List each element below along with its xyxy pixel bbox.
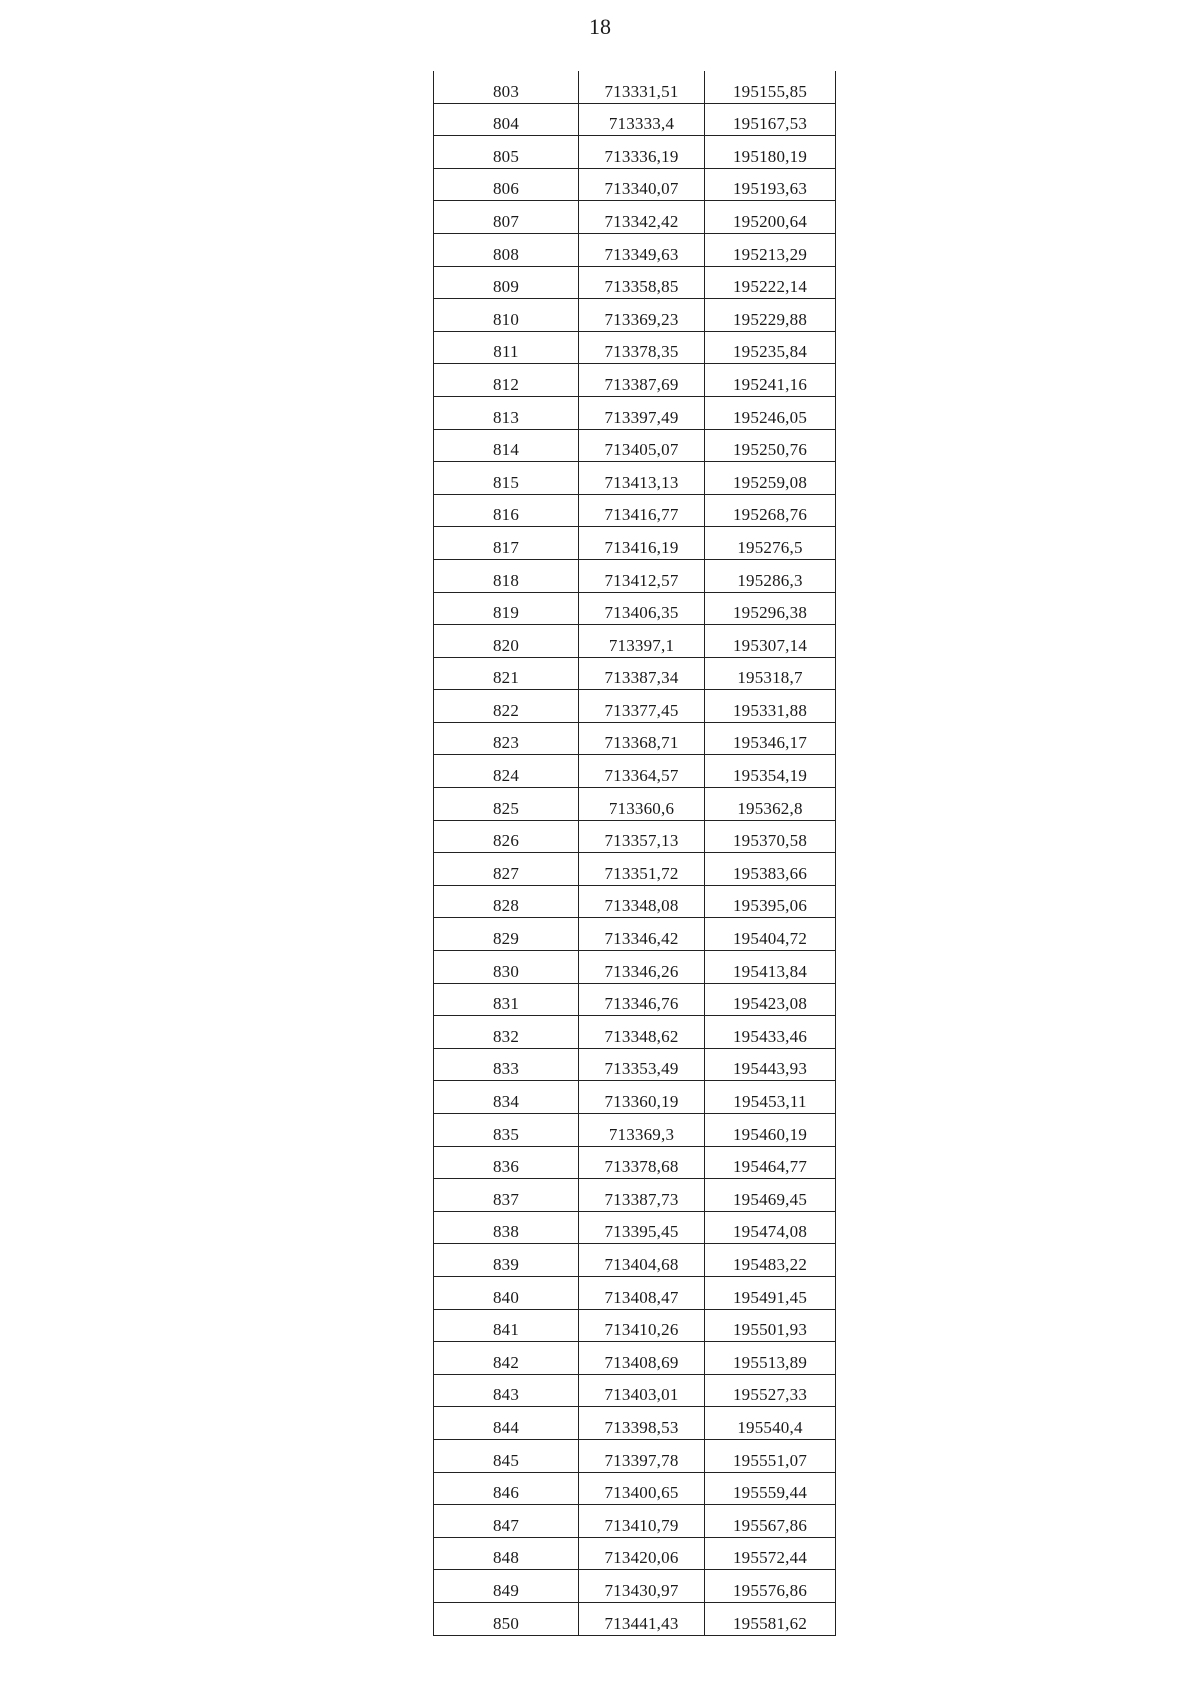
x-coordinate-cell: 713349,63 [579, 233, 705, 266]
y-coordinate-cell: 195383,66 [705, 853, 836, 886]
point-number-cell: 847 [434, 1505, 579, 1538]
x-coordinate-cell: 713406,35 [579, 592, 705, 625]
table-row [434, 722, 836, 755]
x-coordinate-cell: 713397,49 [579, 396, 705, 429]
x-coordinate-cell: 713441,43 [579, 1602, 705, 1635]
point-number-cell: 807 [434, 201, 579, 234]
table-row [434, 690, 836, 723]
table-row [434, 1309, 836, 1342]
table-row [434, 592, 836, 625]
point-number-cell: 831 [434, 983, 579, 1016]
y-coordinate-cell: 195193,63 [705, 168, 836, 201]
point-number-cell: 811 [434, 331, 579, 364]
y-coordinate-cell: 195581,62 [705, 1602, 836, 1635]
table-row [434, 1244, 836, 1277]
y-coordinate-cell: 195483,22 [705, 1244, 836, 1277]
x-coordinate-cell: 713331,51 [579, 71, 705, 103]
point-number-cell: 835 [434, 1114, 579, 1147]
y-coordinate-cell: 195354,19 [705, 755, 836, 788]
point-number-cell: 845 [434, 1439, 579, 1472]
y-coordinate-cell: 195229,88 [705, 299, 836, 332]
table-row [434, 657, 836, 690]
point-number-cell: 848 [434, 1537, 579, 1570]
table-row [434, 1276, 836, 1309]
table-row [434, 559, 836, 592]
point-number-cell: 839 [434, 1244, 579, 1277]
y-coordinate-cell: 195501,93 [705, 1309, 836, 1342]
table-row [434, 1537, 836, 1570]
table-row [434, 1602, 836, 1635]
y-coordinate-cell: 195469,45 [705, 1179, 836, 1212]
x-coordinate-cell: 713387,34 [579, 657, 705, 690]
point-number-cell: 840 [434, 1276, 579, 1309]
y-coordinate-cell: 195246,05 [705, 396, 836, 429]
point-number-cell: 843 [434, 1374, 579, 1407]
x-coordinate-cell: 713378,35 [579, 331, 705, 364]
x-coordinate-cell: 713346,76 [579, 983, 705, 1016]
x-coordinate-cell: 713413,13 [579, 462, 705, 495]
x-coordinate-cell: 713351,72 [579, 853, 705, 886]
point-number-cell: 809 [434, 266, 579, 299]
x-coordinate-cell: 713408,69 [579, 1342, 705, 1375]
table-row [434, 71, 836, 103]
table-row [434, 233, 836, 266]
y-coordinate-cell: 195200,64 [705, 201, 836, 234]
table-row [434, 201, 836, 234]
x-coordinate-cell: 713430,97 [579, 1570, 705, 1603]
x-coordinate-cell: 713348,08 [579, 885, 705, 918]
y-coordinate-cell: 195296,38 [705, 592, 836, 625]
table-row [434, 951, 836, 984]
point-number-cell: 828 [434, 885, 579, 918]
point-number-cell: 836 [434, 1146, 579, 1179]
y-coordinate-cell: 195413,84 [705, 951, 836, 984]
y-coordinate-cell: 195464,77 [705, 1146, 836, 1179]
x-coordinate-cell: 713333,4 [579, 103, 705, 136]
point-number-cell: 841 [434, 1309, 579, 1342]
table-row [434, 1374, 836, 1407]
point-number-cell: 805 [434, 136, 579, 169]
point-number-cell: 833 [434, 1048, 579, 1081]
coordinates-table [433, 71, 836, 1636]
x-coordinate-cell: 713404,68 [579, 1244, 705, 1277]
x-coordinate-cell: 713346,26 [579, 951, 705, 984]
table-row [434, 983, 836, 1016]
x-coordinate-cell: 713364,57 [579, 755, 705, 788]
table-row [434, 331, 836, 364]
x-coordinate-cell: 713416,19 [579, 527, 705, 560]
table-row [434, 1407, 836, 1440]
x-coordinate-cell: 713387,73 [579, 1179, 705, 1212]
y-coordinate-cell: 195423,08 [705, 983, 836, 1016]
point-number-cell: 837 [434, 1179, 579, 1212]
table-row [434, 1439, 836, 1472]
point-number-cell: 823 [434, 722, 579, 755]
y-coordinate-cell: 195540,4 [705, 1407, 836, 1440]
x-coordinate-cell: 713420,06 [579, 1537, 705, 1570]
x-coordinate-cell: 713368,71 [579, 722, 705, 755]
table-row [434, 1048, 836, 1081]
point-number-cell: 830 [434, 951, 579, 984]
table-row [434, 103, 836, 136]
point-number-cell: 846 [434, 1472, 579, 1505]
x-coordinate-cell: 713353,49 [579, 1048, 705, 1081]
x-coordinate-cell: 713405,07 [579, 429, 705, 462]
x-coordinate-cell: 713342,42 [579, 201, 705, 234]
y-coordinate-cell: 195559,44 [705, 1472, 836, 1505]
point-number-cell: 819 [434, 592, 579, 625]
point-number-cell: 834 [434, 1081, 579, 1114]
table-row [434, 429, 836, 462]
x-coordinate-cell: 713410,26 [579, 1309, 705, 1342]
y-coordinate-cell: 195567,86 [705, 1505, 836, 1538]
x-coordinate-cell: 713410,79 [579, 1505, 705, 1538]
table-row [434, 1081, 836, 1114]
table-row [434, 820, 836, 853]
point-number-cell: 810 [434, 299, 579, 332]
x-coordinate-cell: 713346,42 [579, 918, 705, 951]
x-coordinate-cell: 713357,13 [579, 820, 705, 853]
y-coordinate-cell: 195572,44 [705, 1537, 836, 1570]
point-number-cell: 808 [434, 233, 579, 266]
y-coordinate-cell: 195250,76 [705, 429, 836, 462]
table-row [434, 788, 836, 821]
x-coordinate-cell: 713395,45 [579, 1211, 705, 1244]
y-coordinate-cell: 195433,46 [705, 1016, 836, 1049]
table-row [434, 1211, 836, 1244]
x-coordinate-cell: 713398,53 [579, 1407, 705, 1440]
y-coordinate-cell: 195362,8 [705, 788, 836, 821]
table-row [434, 168, 836, 201]
y-coordinate-cell: 195286,3 [705, 559, 836, 592]
y-coordinate-cell: 195235,84 [705, 331, 836, 364]
y-coordinate-cell: 195331,88 [705, 690, 836, 723]
table-row [434, 266, 836, 299]
table-row [434, 364, 836, 397]
y-coordinate-cell: 195491,45 [705, 1276, 836, 1309]
point-number-cell: 812 [434, 364, 579, 397]
y-coordinate-cell: 195576,86 [705, 1570, 836, 1603]
x-coordinate-cell: 713408,47 [579, 1276, 705, 1309]
table-row [434, 1016, 836, 1049]
x-coordinate-cell: 713397,78 [579, 1439, 705, 1472]
y-coordinate-cell: 195513,89 [705, 1342, 836, 1375]
point-number-cell: 825 [434, 788, 579, 821]
y-coordinate-cell: 195180,19 [705, 136, 836, 169]
table-row [434, 1114, 836, 1147]
y-coordinate-cell: 195259,08 [705, 462, 836, 495]
point-number-cell: 806 [434, 168, 579, 201]
y-coordinate-cell: 195443,93 [705, 1048, 836, 1081]
table-row [434, 853, 836, 886]
table-row [434, 299, 836, 332]
point-number-cell: 821 [434, 657, 579, 690]
table-row [434, 1179, 836, 1212]
y-coordinate-cell: 195318,7 [705, 657, 836, 690]
table-row [434, 885, 836, 918]
table-row [434, 396, 836, 429]
x-coordinate-cell: 713340,07 [579, 168, 705, 201]
point-number-cell: 827 [434, 853, 579, 886]
table-row [434, 918, 836, 951]
point-number-cell: 814 [434, 429, 579, 462]
table-row [434, 1146, 836, 1179]
point-number-cell: 842 [434, 1342, 579, 1375]
y-coordinate-cell: 195222,14 [705, 266, 836, 299]
x-coordinate-cell: 713378,68 [579, 1146, 705, 1179]
point-number-cell: 822 [434, 690, 579, 723]
x-coordinate-cell: 713369,23 [579, 299, 705, 332]
y-coordinate-cell: 195453,11 [705, 1081, 836, 1114]
y-coordinate-cell: 195395,06 [705, 885, 836, 918]
point-number-cell: 815 [434, 462, 579, 495]
table-row [434, 1342, 836, 1375]
y-coordinate-cell: 195167,53 [705, 103, 836, 136]
x-coordinate-cell: 713358,85 [579, 266, 705, 299]
table-row [434, 527, 836, 560]
point-number-cell: 818 [434, 559, 579, 592]
y-coordinate-cell: 195155,85 [705, 71, 836, 103]
point-number-cell: 820 [434, 625, 579, 658]
x-coordinate-cell: 713360,19 [579, 1081, 705, 1114]
table-row [434, 1505, 836, 1538]
x-coordinate-cell: 713348,62 [579, 1016, 705, 1049]
point-number-cell: 850 [434, 1602, 579, 1635]
point-number-cell: 844 [434, 1407, 579, 1440]
table-row [434, 136, 836, 169]
point-number-cell: 849 [434, 1570, 579, 1603]
y-coordinate-cell: 195213,29 [705, 233, 836, 266]
page-number: 18 [589, 14, 611, 39]
y-coordinate-cell: 195551,07 [705, 1439, 836, 1472]
table-row [434, 1472, 836, 1505]
table-row [434, 462, 836, 495]
x-coordinate-cell: 713387,69 [579, 364, 705, 397]
y-coordinate-cell: 195346,17 [705, 722, 836, 755]
y-coordinate-cell: 195268,76 [705, 494, 836, 527]
point-number-cell: 816 [434, 494, 579, 527]
y-coordinate-cell: 195241,16 [705, 364, 836, 397]
y-coordinate-cell: 195276,5 [705, 527, 836, 560]
point-number-cell: 824 [434, 755, 579, 788]
y-coordinate-cell: 195307,14 [705, 625, 836, 658]
x-coordinate-cell: 713369,3 [579, 1114, 705, 1147]
point-number-cell: 832 [434, 1016, 579, 1049]
x-coordinate-cell: 713412,57 [579, 559, 705, 592]
x-coordinate-cell: 713336,19 [579, 136, 705, 169]
point-number-cell: 838 [434, 1211, 579, 1244]
y-coordinate-cell: 195460,19 [705, 1114, 836, 1147]
point-number-cell: 804 [434, 103, 579, 136]
point-number-cell: 829 [434, 918, 579, 951]
x-coordinate-cell: 713360,6 [579, 788, 705, 821]
x-coordinate-cell: 713400,65 [579, 1472, 705, 1505]
x-coordinate-cell: 713416,77 [579, 494, 705, 527]
table-row [434, 625, 836, 658]
table-row [434, 1570, 836, 1603]
table-row [434, 494, 836, 527]
y-coordinate-cell: 195474,08 [705, 1211, 836, 1244]
point-number-cell: 817 [434, 527, 579, 560]
x-coordinate-cell: 713397,1 [579, 625, 705, 658]
table-row [434, 755, 836, 788]
table-body [434, 71, 836, 1635]
y-coordinate-cell: 195527,33 [705, 1374, 836, 1407]
point-number-cell: 826 [434, 820, 579, 853]
point-number-cell: 813 [434, 396, 579, 429]
y-coordinate-cell: 195404,72 [705, 918, 836, 951]
x-coordinate-cell: 713377,45 [579, 690, 705, 723]
x-coordinate-cell: 713403,01 [579, 1374, 705, 1407]
y-coordinate-cell: 195370,58 [705, 820, 836, 853]
point-number-cell: 803 [434, 71, 579, 103]
